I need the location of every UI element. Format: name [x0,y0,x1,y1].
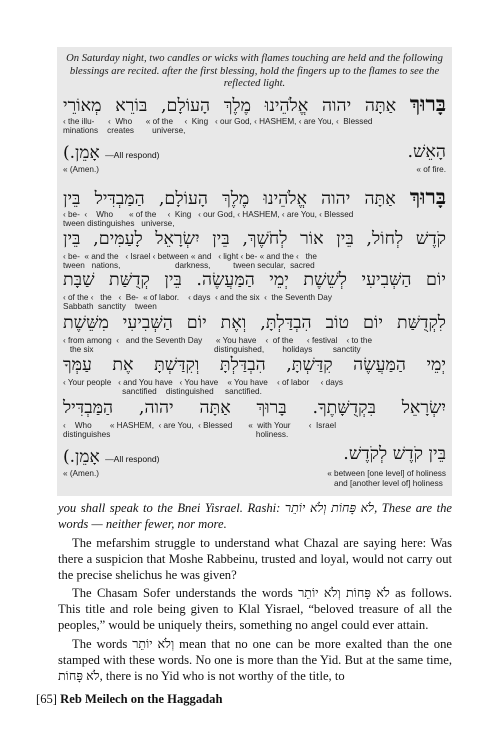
gloss-line-4b: tween nations, darkness, tween secular, sacred [63,261,315,270]
gloss-line-8b: distinguishes holiness. [63,430,289,439]
gloss-line-6: ‹ from among ‹ and the Seventh Day « You have ‹ of the ‹ festival ‹ to the [63,336,373,345]
page-number: [65] [36,692,57,706]
hebrew-line-5: יוֹם הַשְּׁבִיעִי לְשֵׁשֶׁת יְמֵי הַמַּעֲשֶׂה. בֵּין קְדֻשַּׁת שַׁבָּת [63,270,446,290]
instruction-text: On Saturday night, two candles or wicks with flames touching are held and the following blessings are recited. after the first blessing, hold the fingers up to the flames to see the reflected light. [66,53,443,90]
body-paragraph-3: The Chasam Sofer understands the words לֹא פָּחוֹת וְלֹא יוֹתֵר as follows. This title and role being given to Klal Yisrael, “beloved treasure of all the peoples,” would be uniquely theirs, something no angel could ever attain. [58,586,452,633]
gloss-line-4: ‹ be- « and the ‹ Israel ‹ between « and ‹ light ‹ be- « and the ‹ the [63,252,317,261]
hebrew-line-1: בָּרוּךְ אַתָּה יהוה אֱלֹהֵינוּ מֶלֶךְ הָעוֹלָם, בּוֹרֵא מְאוֹרֵי [63,91,446,116]
gloss-line-2: « of fire. [416,165,446,174]
amen-response-1: (.אָמֵן —All respond) [63,143,160,163]
hebrew-line-3: בָּרוּךְ אַתָּה יהוה אֱלֹהֵינוּ מֶלֶךְ הָעוֹלָם, הַמַּבְדִּיל בֵּין [63,184,446,209]
hebrew-line-8: יִשְׂרָאֵל בִּקְדֻשָּׁתֶךָ. בָּרוּךְ אַתָּה יהוה, הַמַּבְדִּיל [63,398,446,418]
gloss-line-7: ‹ Your people ‹ and You have ‹ You have « You have ‹ of labor ‹ days [63,378,343,387]
hebrew-line-2: הָאֵשׁ. [407,142,446,162]
amen-response-2: (.אָמֵן —All respond) [63,447,160,467]
gloss-line-3: ‹ be- ‹ Who « of the ‹ King ‹ our God, ‹ HASHEM, ‹ are You, ‹ Blessed [63,210,354,219]
book-title: Reb Meilech on the Haggadah [60,692,223,706]
hebrew-line-9: בֵּין קֹדֶשׁ לְקֹדֶשׁ. [343,444,446,464]
gloss-line-6b: the six distinguished, holidays sanctity [63,345,361,354]
gloss-line-8: ‹ Who « HASHEM, ‹ are You, ‹ Blessed « with Your ‹ Israel [63,421,337,430]
page-footer [36,692,222,707]
gloss-line-7b: sanctified distinguished sanctified. [63,387,262,396]
gloss-line-3b: tween distinguishes universe, [63,219,175,228]
gloss-line-1: ‹ the illu- ‹ Who « of the ‹ King ‹ our God, ‹ HASHEM, ‹ are You, ‹ Blessed [63,117,373,126]
body-paragraph-2: The mefarshim struggle to understand what Chazal are saying here: Was there a suspicion that Moshe Rabbeinu, trusted and loyal, would not carry out the precise shelichus he was given? [58,536,452,583]
hebrew-line-7: יְמֵי הַמַּעֲשֶׂה קִדַּשְׁתָּ, הִבְדַּלְתָּ וְקִדַּשְׁתָּ אֶת עַמְּךָ [63,355,446,375]
gloss-line-1b: minations creates universe, [63,126,186,135]
liturgy-box [57,47,452,496]
body-paragraph-1: you shall speak to the Bnei Yisrael. Rashi: לֹא פָּחוֹת וְלֹא יוֹתֵר, These are the words — neither fewer, nor more. [58,501,452,532]
gloss-line-5b: Sabbath sanctity tween [63,302,157,311]
body-paragraph-4: The words וְלֹא יוֹתֵר mean that no one can be more exalted than the one stamped with these words. No one is more than the Yid. But at the same time, לֹא פָּחוֹת, there is no Yid who is not worthy of the title, to [58,637,452,684]
hebrew-line-4: קֹדֶשׁ לְחוֹל, בֵּין אוֹר לְחֹשֶׁךְ, בֵּין יִשְׂרָאֵל לָעַמִּים, בֵּין [63,229,446,249]
gloss-line-5: ‹ of the ‹ the ‹ Be- « of labor. ‹ days ‹ and the six ‹ the Seventh Day [63,293,332,302]
hebrew-line-6: לִקְדֻשַּׁת יוֹם טוֹב הִבְדַּלְתָּ, וְאֶת יוֹם הַשְּׁבִיעִי מִשֵּׁשֶׁת [63,313,446,333]
amen-gloss-2: « (Amen.) [63,469,99,478]
gloss-line-9: « between [one level] of holiness and [another level of] holiness [327,469,446,488]
amen-gloss-1: « (Amen.) [63,165,99,174]
